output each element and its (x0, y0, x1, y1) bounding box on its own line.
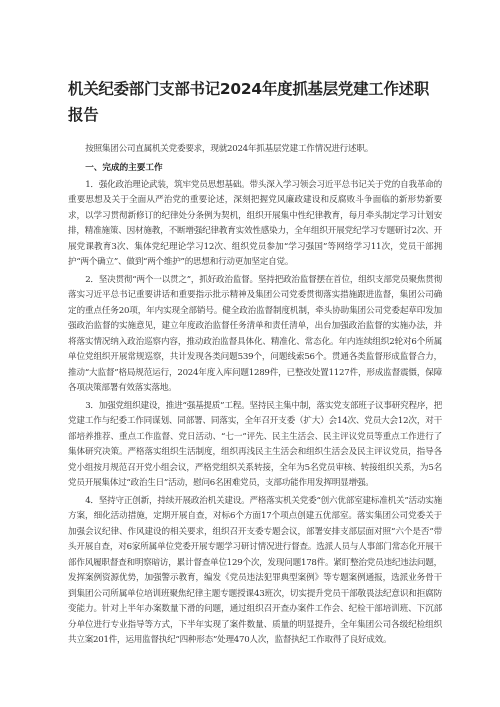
paragraph-1-political-theory: 1．强化政治理论武装，筑牢党员思想基础。带头深入学习领会习近平总书记关于党的自我革命的重要思想及关于全面从严治党的重要论述，深刻把握党风廉政建设和反腐败斗争面临的新形势新要求，以学习贯彻新修订的纪律处分条例为契机，组织开展集中性纪律教育，每月牵头制定学习计划安排，精准施策、因材施教，不断增强纪律教育实效性感染力，全年组织开展党纪学习专题研讨2次、开展党课教育3次、集体党纪理论学习12次、组织党员参加“学习强国”等网络学习11次，党员干部拥护“两个确立”、做到“两个维护”的思想和行动更加坚定自觉。 (68, 179, 442, 267)
intro-paragraph: 按照集团公司直属机关党委要求，现就2024年抓基层党建工作情况进行述职。 (85, 144, 374, 154)
paragraph-2-political-supervision: 2．坚决贯彻“两个一以贯之”，抓好政治监督。坚持把政治监督摆在首位，组织支部党员聚焦贯彻落实习近平总书记重要讲话和重要指示批示精神及集团公司党委贯彻落实措施跟进监督，集团公司确定的重点任务20项，年内实现全部销号。健全政治监督制度机制，牵头协助集团公司党委起草印发加强政治监督的实施意见，建立年度政治监督任务清单和责任清单，出台加强政治监督的实施办法，并将落实情况纳入政治巡察内容，推动政治监督具体化、精准化、常态化。年内连续组织2轮对6个所属单位党组织开展常规巡察，共计发现各类问题539个，问题线索56个。贯通各类监督形成监督合力，推动“大监督”格局规范运行，2024年度入库问题1289件，已整改处置1127件，形成监督震慑，保障各项决策部署有效落实落地。 (68, 274, 442, 393)
section-heading-main-work: 一、完成的主要工作 (85, 162, 163, 173)
paragraph-3-party-organization: 3．加强党组织建设，推进“强基提质”工程。坚持民主集中制，落实党支部班子议事研究程序，把党建工作与纪委工作同谋划、同部署、同落实，全年召开支委（扩大）会14次、党员大会12次，对干部培养推荐、重点工作监督、党日活动、“七一”评先、民主生活会、民主评议党员等重点工作进行了集体研究决策。严格落实组织生活制度，组织再浅民主生活会和组织生活会及民主评议党员，指导各党小组按月规范召开党小组会议，严格党组织关系转接，全年为5名党员审核、转接组织关系，为5名党员开展集体过“政治生日”活动，慰问6名困难党员，支部功能作用发挥明显增强。 (68, 400, 442, 488)
document-title: 机关纪委部门支部书记2024年度抓基层党建工作述职报告 (68, 80, 430, 124)
paragraph-4-organ-construction: 4．坚持守正创新，持续开展政治机关建设。严格落实机关党委“创六优部室建标准机关”活动实施方案，细化活动措施，定期开展自查，对标6个方面17个项点创建五优部室。落实集团公司党委关于加强会议纪律、作风建设的相关要求，组织召开支委专题会议，部署安排支部层面对照“六个是否”带头开展自查，对6家所属单位党委开展专题学习研讨情况进行督查。选派人员与人事部门常态化开展干部作风履职督查和明察暗访，累计督查单位129个次，发现问题178件。紧盯整治党员违纪违法问题，发挥案例资源优势，加强警示教育，编发《党员违法犯罪典型案例》等专题案例通报，选派业务骨干到集团公司所属单位培训班聚焦纪律主题专题授课43班次，切实提升党员干部敬畏法纪意识和拒腐防变能力。针对上半年办案数量下滑的问题，通过组织召开查办案件工作会、纪检干部培训班、下沉部分单位进行专业指导等方式，下半年实现了案件数量、质量的明显提升，全年集团公司各级纪检组织共立案201件，运用监督执纪“四种形态”处理470人次，监督执纪工作取得了良好成效。 (68, 495, 442, 645)
